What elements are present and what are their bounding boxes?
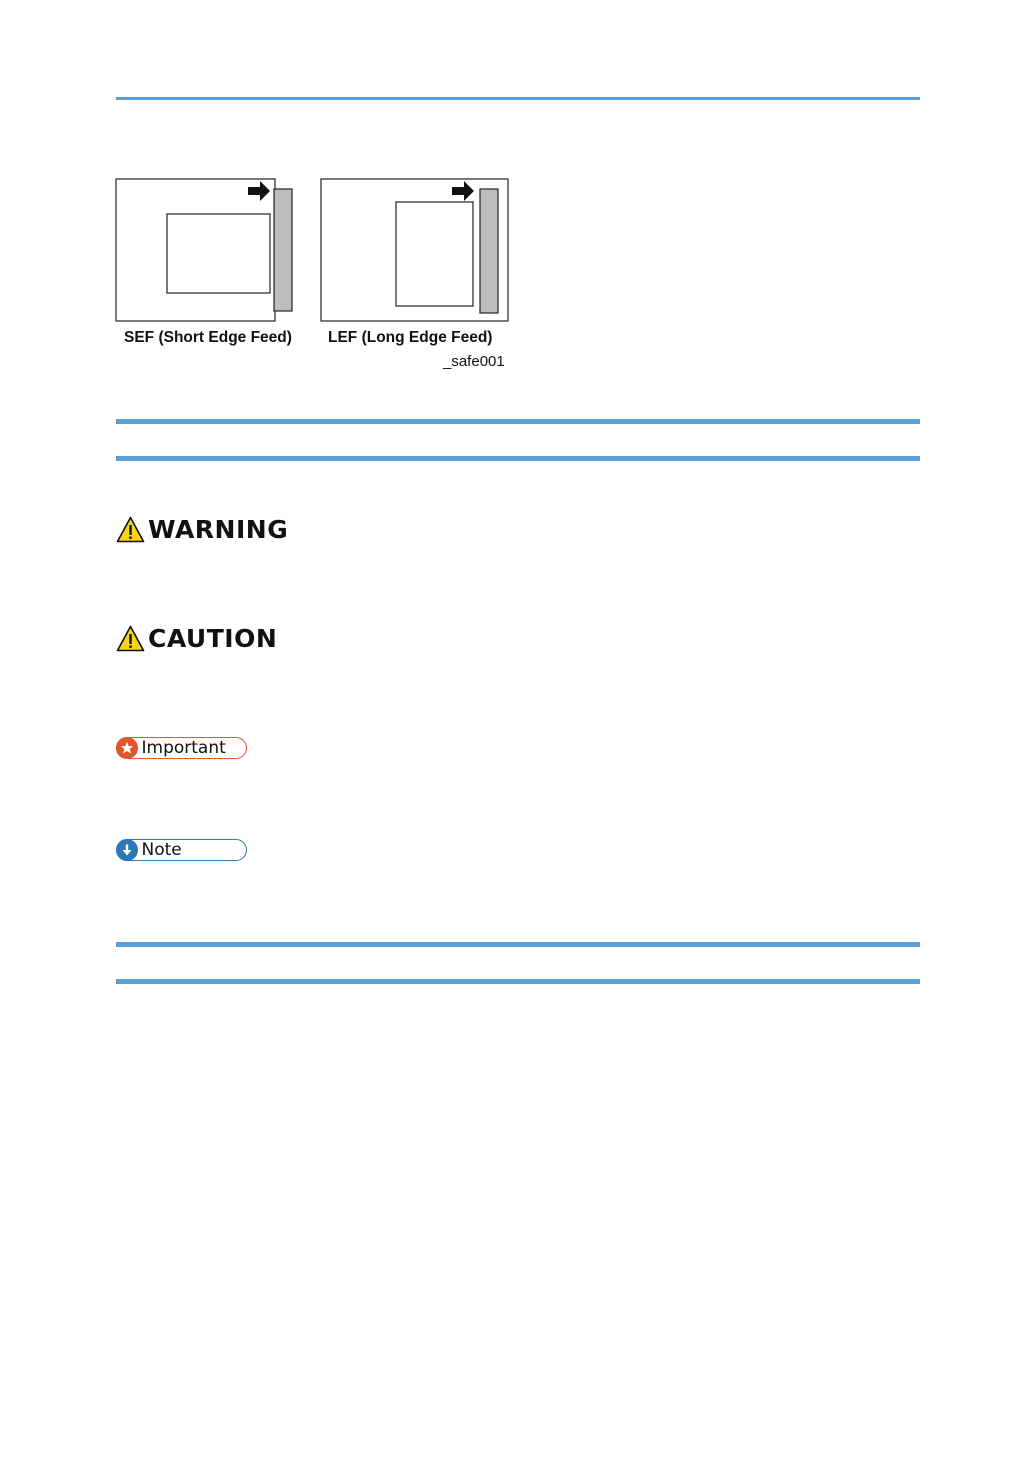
header-rule: [116, 97, 920, 100]
warning-label: WARNING: [148, 515, 289, 544]
lef-label: LEF (Long Edge Feed): [328, 329, 493, 346]
section-rule-top: [116, 419, 920, 424]
warning-triangle-icon: [116, 516, 145, 543]
star-icon: [116, 737, 138, 759]
lef-paper: [396, 202, 473, 306]
section2-rule-bottom: [116, 979, 920, 984]
sef-feed-roller: [274, 189, 292, 311]
arrow-down-icon: [116, 839, 138, 861]
section2-rule-top: [116, 942, 920, 947]
paper-feed-figure: [114, 176, 514, 376]
caution-triangle-icon: [116, 625, 145, 652]
lef-feed-roller: [480, 189, 498, 313]
warning-heading: [116, 515, 288, 544]
note-badge: [116, 839, 247, 861]
section-rule-bottom: [116, 456, 920, 461]
caution-label: CAUTION: [148, 624, 278, 653]
sef-paper: [167, 214, 270, 293]
note-label: Note: [141, 840, 182, 860]
figure-id: _safe001: [443, 353, 505, 370]
important-label: Important: [141, 738, 226, 758]
sef-label: SEF (Short Edge Feed): [124, 329, 292, 346]
important-badge: [116, 737, 247, 759]
caution-heading: [116, 624, 277, 653]
